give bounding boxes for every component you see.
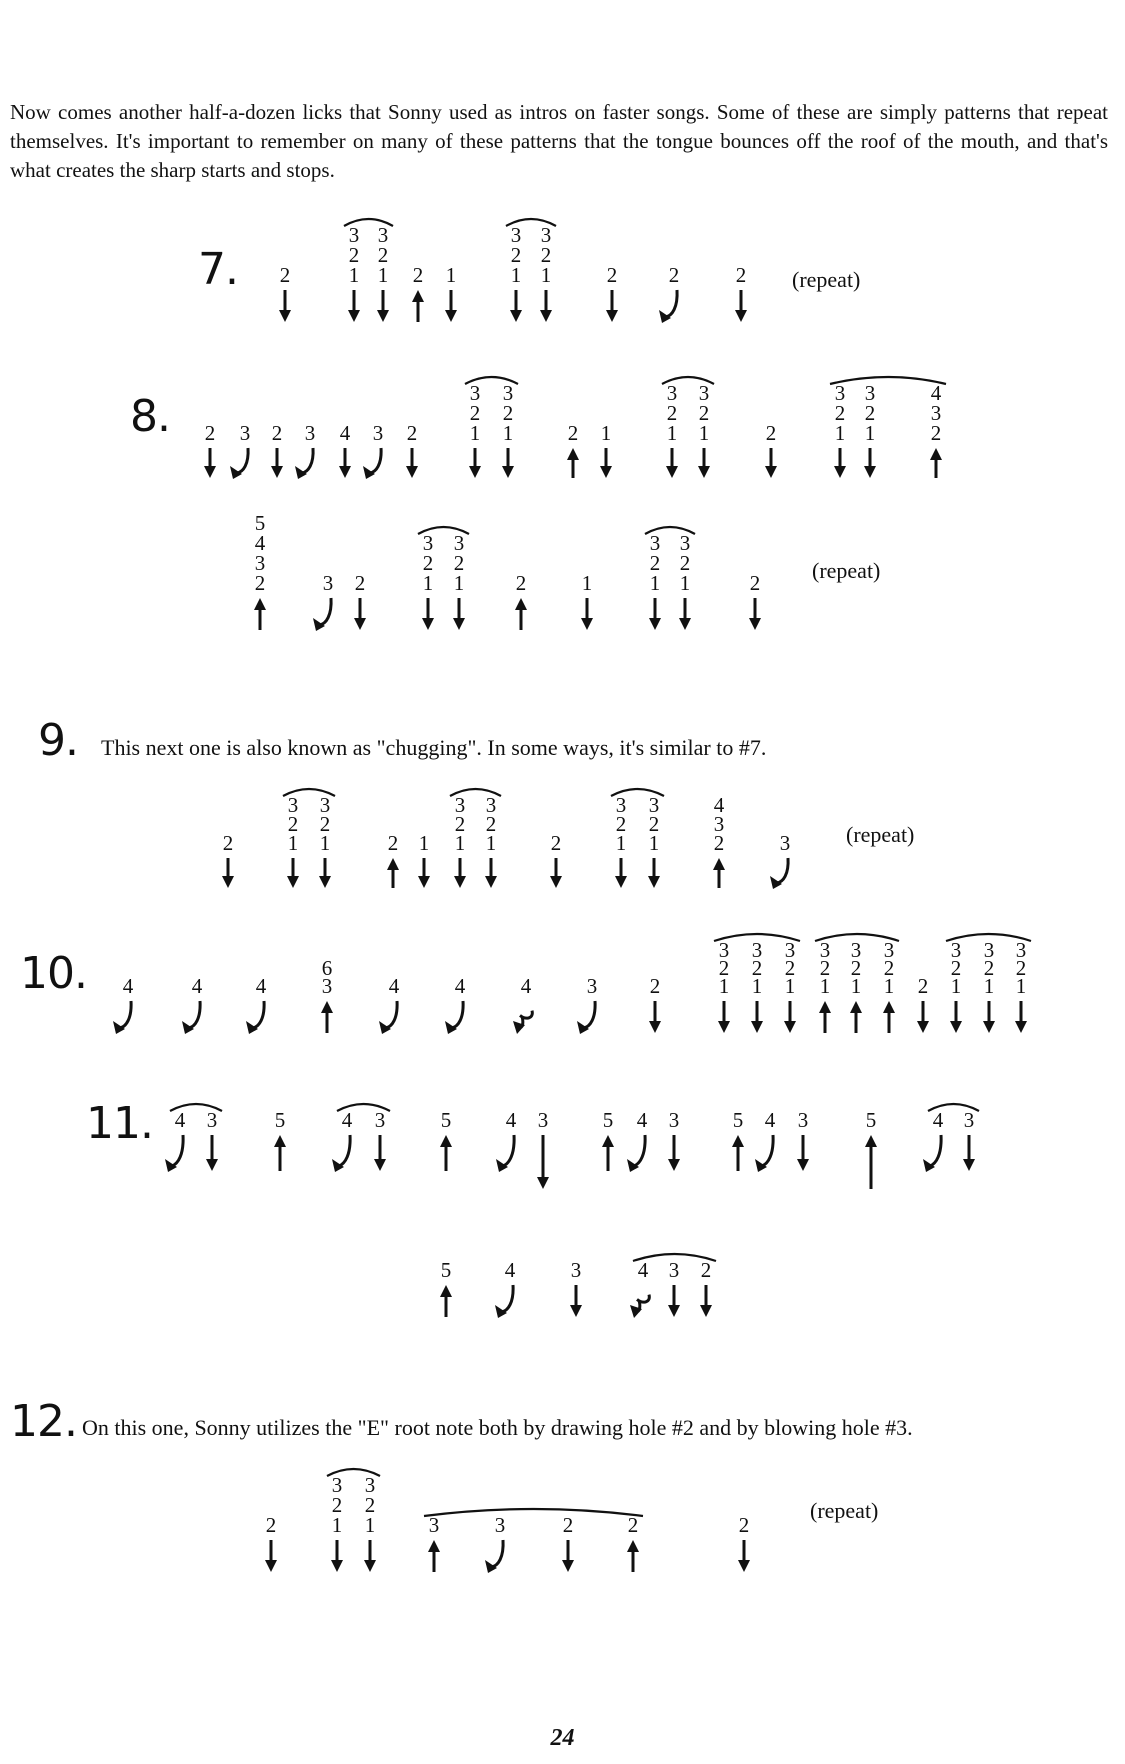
hole-number: 3	[819, 938, 831, 962]
hole-number: 2	[364, 1493, 376, 1517]
draw-arrow	[374, 1135, 386, 1171]
hole-number: 2	[864, 401, 876, 425]
bend-arrow	[495, 1285, 513, 1318]
hole-number: 3	[713, 812, 725, 836]
blow-arrow	[850, 1001, 862, 1033]
tab-line-4	[0, 790, 1125, 915]
hole-number: 2	[615, 812, 627, 836]
hole-number: 2	[377, 243, 389, 267]
lick-9-description: This next one is also known as "chugging". In some ways, it's similar to #7.	[101, 735, 767, 760]
hole-number: 2	[279, 263, 291, 287]
draw-arrow	[406, 448, 418, 478]
hole-number: 4	[339, 421, 351, 445]
hole-number: 3	[864, 381, 876, 405]
hole-number: 4	[932, 1108, 944, 1132]
blow-arrow	[515, 598, 527, 630]
draw-arrow	[510, 290, 522, 322]
hole-number: 1	[864, 421, 876, 445]
hole-number: 2	[883, 956, 895, 980]
blow-arrow	[627, 1540, 639, 1572]
hole-number: 4	[191, 974, 203, 998]
hole-number: 3	[304, 421, 316, 445]
hole-number: 3	[784, 938, 796, 962]
hole-number: 2	[850, 956, 862, 980]
hole-number: 4	[505, 1108, 517, 1132]
hole-number: 3	[698, 381, 710, 405]
hole-number: 3	[364, 1473, 376, 1497]
draw-arrow	[570, 1285, 582, 1317]
hole-number: 2	[819, 956, 831, 980]
hole-number: 1	[418, 831, 430, 855]
hole-number: 5	[865, 1108, 877, 1132]
draw-arrow	[537, 1135, 549, 1189]
hole-number: 2	[738, 1513, 750, 1537]
hole-number: 3	[374, 1108, 386, 1132]
hole-number: 1	[377, 263, 389, 287]
draw-arrow	[319, 858, 331, 888]
hole-number: 5	[732, 1108, 744, 1132]
draw-arrow	[784, 1001, 796, 1033]
hole-number: 2	[354, 571, 366, 595]
slur-mark	[424, 1509, 643, 1516]
hole-number: 3	[322, 571, 334, 595]
hole-number: 3	[422, 531, 434, 555]
draw-arrow	[950, 1001, 962, 1033]
hole-number: 3	[377, 223, 389, 247]
hole-number: 3	[510, 223, 522, 247]
draw-arrow	[331, 1540, 343, 1572]
draw-arrow	[749, 598, 761, 630]
hole-number: 3	[963, 1108, 975, 1132]
hole-number: 1	[883, 974, 895, 998]
hole-number: 3	[1015, 938, 1027, 962]
draw-arrow	[606, 290, 618, 322]
hole-number: 2	[387, 831, 399, 855]
hole-number: 1	[950, 974, 962, 998]
hole-number: 1	[698, 421, 710, 445]
hole-number: 2	[648, 812, 660, 836]
hole-number: 1	[679, 571, 691, 595]
hole-number: 2	[254, 571, 266, 595]
bend-arrow	[659, 290, 677, 323]
hole-number: 2	[567, 421, 579, 445]
hole-number: 2	[540, 243, 552, 267]
hole-number: 2	[204, 421, 216, 445]
hole-number: 1	[784, 974, 796, 998]
hole-number: 1	[331, 1513, 343, 1537]
draw-arrow	[615, 858, 627, 888]
hole-number: 2	[784, 956, 796, 980]
draw-arrow	[649, 1001, 661, 1033]
draw-arrow	[204, 448, 216, 478]
draw-arrow	[718, 1001, 730, 1033]
draw-arrow	[469, 448, 481, 478]
lick-12-description: On this one, Sonny utilizes the "E" root note both by drawing hole #2 and by blowing hole #3.	[82, 1415, 913, 1440]
hole-number: 2	[222, 831, 234, 855]
bend-arrow	[770, 858, 788, 889]
bend-arrow	[313, 598, 331, 631]
hole-number: 5	[440, 1258, 452, 1282]
hole-number: 3	[537, 1108, 549, 1132]
draw-arrow	[698, 448, 710, 478]
draw-arrow	[700, 1285, 712, 1317]
hole-number: 3	[254, 551, 266, 575]
bend-arrow	[246, 1001, 264, 1034]
hole-number: 2	[412, 263, 424, 287]
hole-number: 1	[649, 571, 661, 595]
draw-arrow	[540, 290, 552, 322]
hole-number: 1	[445, 263, 457, 287]
draw-arrow	[354, 598, 366, 630]
draw-arrow	[562, 1540, 574, 1572]
hole-number: 4	[174, 1108, 186, 1132]
bend-arrow	[182, 1001, 200, 1034]
hole-number: 3	[679, 531, 691, 555]
tab-line-1	[0, 220, 1125, 360]
hole-number: 1	[454, 831, 466, 855]
hole-number: 1	[485, 831, 497, 855]
draw-arrow	[271, 448, 283, 478]
hole-number: 2	[606, 263, 618, 287]
hole-number: 3	[586, 974, 598, 998]
blow-arrow	[440, 1135, 452, 1171]
hole-number: 4	[764, 1108, 776, 1132]
hole-number: 4	[637, 1258, 649, 1282]
repeat-label-7: (repeat)	[792, 267, 861, 292]
tab-line-3	[0, 510, 1125, 655]
hole-number: 1	[469, 421, 481, 445]
hole-number: 2	[287, 812, 299, 836]
hole-number: 2	[453, 551, 465, 575]
hole-number: 3	[666, 381, 678, 405]
hole-number: 2	[265, 1513, 277, 1537]
hole-number: 3	[239, 421, 251, 445]
draw-arrow	[738, 1540, 750, 1572]
draw-arrow	[600, 448, 612, 478]
blow-arrow	[930, 448, 942, 478]
blow-arrow	[440, 1285, 452, 1317]
hole-number: 3	[453, 531, 465, 555]
hole-number: 1	[1015, 974, 1027, 998]
hole-number: 2	[406, 421, 418, 445]
hole-number: 3	[649, 531, 661, 555]
hole-number: 5	[274, 1108, 286, 1132]
hole-number: 1	[718, 974, 730, 998]
bend-arrow	[165, 1135, 183, 1172]
hole-number: 4	[122, 974, 134, 998]
hole-number: 4	[255, 974, 267, 998]
hole-number: 2	[983, 956, 995, 980]
draw-arrow	[666, 448, 678, 478]
lick-number-10: 10.	[20, 948, 87, 999]
draw-arrow	[649, 598, 661, 630]
hole-number: 1	[666, 421, 678, 445]
hole-number: 3	[454, 793, 466, 817]
blow-arrow	[254, 598, 266, 630]
hole-number: 3	[494, 1513, 506, 1537]
draw-arrow	[864, 448, 876, 478]
draw-arrow	[963, 1135, 975, 1171]
draw-arrow	[679, 598, 691, 630]
hole-number: 3	[950, 938, 962, 962]
hole-number: 5	[602, 1108, 614, 1132]
draw-arrow	[917, 1001, 929, 1033]
blow-arrow	[713, 858, 725, 888]
hole-number: 2	[515, 571, 527, 595]
blow-arrow	[274, 1135, 286, 1171]
hole-number: 1	[834, 421, 846, 445]
draw-arrow	[983, 1001, 995, 1033]
draw-arrow	[735, 290, 747, 322]
repeat-label-9: (repeat)	[846, 822, 915, 847]
hole-number: 1	[983, 974, 995, 998]
draw-arrow	[445, 290, 457, 322]
hole-number: 2	[319, 812, 331, 836]
hole-number: 2	[765, 421, 777, 445]
hole-number: 3	[485, 793, 497, 817]
tab-line-6	[0, 1105, 1125, 1225]
hole-number: 2	[679, 551, 691, 575]
hole-number: 1	[600, 421, 612, 445]
draw-arrow	[668, 1285, 680, 1317]
draw-arrow	[287, 858, 299, 888]
tab-line-7	[0, 1255, 1125, 1355]
draw-arrow	[222, 858, 234, 888]
hole-number: 3	[502, 381, 514, 405]
lick-number-11: 11.	[86, 1098, 153, 1149]
draw-arrow	[834, 448, 846, 478]
hole-number: 3	[321, 974, 333, 998]
hole-number: 1	[422, 571, 434, 595]
bend-arrow	[332, 1135, 350, 1172]
hole-number: 3	[206, 1108, 218, 1132]
hole-number: 2	[649, 551, 661, 575]
hole-number: 1	[615, 831, 627, 855]
intro-paragraph: Now comes another half-a-dozen licks that Sonny used as intros on faster songs. Some of these are simply patterns that repeat themselves. It's important to remember on many of these patterns that the tongue bounces off the roof of the mouth, and that's what creates the sharp starts and stops.	[10, 100, 1108, 182]
hole-number: 1	[581, 571, 593, 595]
tab-line-8	[0, 1470, 1125, 1595]
hole-number: 1	[751, 974, 763, 998]
page-number: 24	[550, 1725, 575, 1751]
bend-arrow	[496, 1135, 514, 1172]
hole-number: 3	[668, 1258, 680, 1282]
hole-number: 2	[422, 551, 434, 575]
hole-number: 3	[797, 1108, 809, 1132]
hole-number: 1	[453, 571, 465, 595]
bend-arrow	[577, 1001, 595, 1034]
draw-arrow	[348, 290, 360, 322]
lick-number-8: 8.	[130, 391, 170, 442]
draw-arrow	[1015, 1001, 1027, 1033]
hole-number: 1	[287, 831, 299, 855]
blow-arrow	[387, 858, 399, 888]
hole-number: 2	[562, 1513, 574, 1537]
hole-number: 2	[1015, 956, 1027, 980]
hole-number: 3	[615, 793, 627, 817]
hole-number: 3	[469, 381, 481, 405]
tab-line-2	[0, 375, 1125, 505]
hole-number: 4	[520, 974, 532, 998]
hole-number: 3	[779, 831, 791, 855]
bend-arrow	[445, 1001, 463, 1034]
hole-number: 2	[550, 831, 562, 855]
draw-arrow	[422, 598, 434, 630]
bend-arrow	[513, 1011, 532, 1034]
bend-arrow	[485, 1540, 503, 1573]
hole-number: 2	[749, 571, 761, 595]
lick-number-9: 9.	[38, 715, 78, 766]
hole-number: 3	[930, 401, 942, 425]
hole-number: 2	[510, 243, 522, 267]
hole-number: 3	[648, 793, 660, 817]
draw-arrow	[339, 448, 351, 478]
draw-arrow	[279, 290, 291, 322]
hole-number: 4	[341, 1108, 353, 1132]
hole-number: 2	[331, 1493, 343, 1517]
hole-number: 2	[950, 956, 962, 980]
hole-number: 2	[735, 263, 747, 287]
hole-number: 3	[834, 381, 846, 405]
hole-number: 3	[331, 1473, 343, 1497]
bend-arrow	[230, 448, 248, 479]
draw-arrow	[265, 1540, 277, 1572]
hole-number: 2	[834, 401, 846, 425]
draw-arrow	[502, 448, 514, 478]
blow-arrow	[732, 1135, 744, 1171]
hole-number: 5	[254, 511, 266, 535]
blow-arrow	[819, 1001, 831, 1033]
draw-arrow	[550, 858, 562, 888]
slur-mark	[830, 377, 946, 384]
blow-arrow	[883, 1001, 895, 1033]
hole-number: 2	[454, 812, 466, 836]
bend-arrow	[627, 1135, 645, 1172]
hole-number: 3	[668, 1108, 680, 1132]
hole-number: 3	[751, 938, 763, 962]
hole-number: 2	[627, 1513, 639, 1537]
hole-number: 4	[930, 381, 942, 405]
hole-number: 3	[983, 938, 995, 962]
bend-arrow	[113, 1001, 131, 1034]
draw-arrow	[454, 858, 466, 888]
hole-number: 1	[319, 831, 331, 855]
hole-number: 1	[502, 421, 514, 445]
bend-arrow	[923, 1135, 941, 1172]
hole-number: 1	[540, 263, 552, 287]
hole-number: 2	[930, 421, 942, 445]
blow-arrow	[865, 1135, 877, 1189]
repeat-label-8: (repeat)	[812, 558, 881, 583]
hole-number: 2	[666, 401, 678, 425]
hole-number: 6	[321, 956, 333, 980]
lick-number-7: 7.	[198, 244, 238, 295]
hole-number: 3	[372, 421, 384, 445]
hole-number: 4	[454, 974, 466, 998]
draw-arrow	[418, 858, 430, 888]
blow-arrow	[321, 1001, 333, 1033]
hole-number: 3	[348, 223, 360, 247]
hole-number: 5	[440, 1108, 452, 1132]
hole-number: 3	[319, 793, 331, 817]
blow-arrow	[567, 448, 579, 478]
draw-arrow	[797, 1135, 809, 1171]
draw-arrow	[453, 598, 465, 630]
hole-number: 4	[504, 1258, 516, 1282]
hole-number: 2	[348, 243, 360, 267]
blow-arrow	[412, 290, 424, 322]
draw-arrow	[377, 290, 389, 322]
lick-number-12: 12.	[10, 1396, 77, 1447]
tab-line-5	[0, 935, 1125, 1065]
hole-number: 4	[713, 793, 725, 817]
hole-number: 2	[485, 812, 497, 836]
draw-arrow	[364, 1540, 376, 1572]
bend-arrow	[379, 1001, 397, 1034]
draw-arrow	[751, 1001, 763, 1033]
blow-arrow	[428, 1540, 440, 1572]
hole-number: 3	[540, 223, 552, 247]
hole-number: 1	[819, 974, 831, 998]
hole-number: 2	[713, 831, 725, 855]
hole-number: 2	[751, 956, 763, 980]
hole-number: 4	[388, 974, 400, 998]
hole-number: 1	[510, 263, 522, 287]
hole-number: 2	[700, 1258, 712, 1282]
hole-number: 2	[668, 263, 680, 287]
hole-number: 2	[502, 401, 514, 425]
draw-arrow	[485, 858, 497, 888]
blow-arrow	[602, 1135, 614, 1171]
bend-arrow	[295, 448, 313, 479]
draw-arrow	[581, 598, 593, 630]
repeat-label-12: (repeat)	[810, 1498, 879, 1523]
hole-number: 2	[469, 401, 481, 425]
hole-number: 3	[883, 938, 895, 962]
hole-number: 2	[917, 974, 929, 998]
hole-number: 4	[636, 1108, 648, 1132]
bend-arrow	[363, 448, 381, 479]
hole-number: 1	[348, 263, 360, 287]
hole-number: 2	[698, 401, 710, 425]
bend-arrow	[630, 1295, 649, 1318]
hole-number: 2	[718, 956, 730, 980]
bend-arrow	[755, 1135, 773, 1172]
draw-arrow	[765, 448, 777, 478]
hole-number: 1	[364, 1513, 376, 1537]
hole-number: 2	[271, 421, 283, 445]
hole-number: 3	[570, 1258, 582, 1282]
draw-arrow	[668, 1135, 680, 1171]
hole-number: 3	[850, 938, 862, 962]
hole-number: 2	[649, 974, 661, 998]
hole-number: 1	[850, 974, 862, 998]
draw-arrow	[206, 1135, 218, 1171]
hole-number: 3	[718, 938, 730, 962]
hole-number: 3	[428, 1513, 440, 1537]
draw-arrow	[648, 858, 660, 888]
hole-number: 4	[254, 531, 266, 555]
hole-number: 1	[648, 831, 660, 855]
hole-number: 3	[287, 793, 299, 817]
